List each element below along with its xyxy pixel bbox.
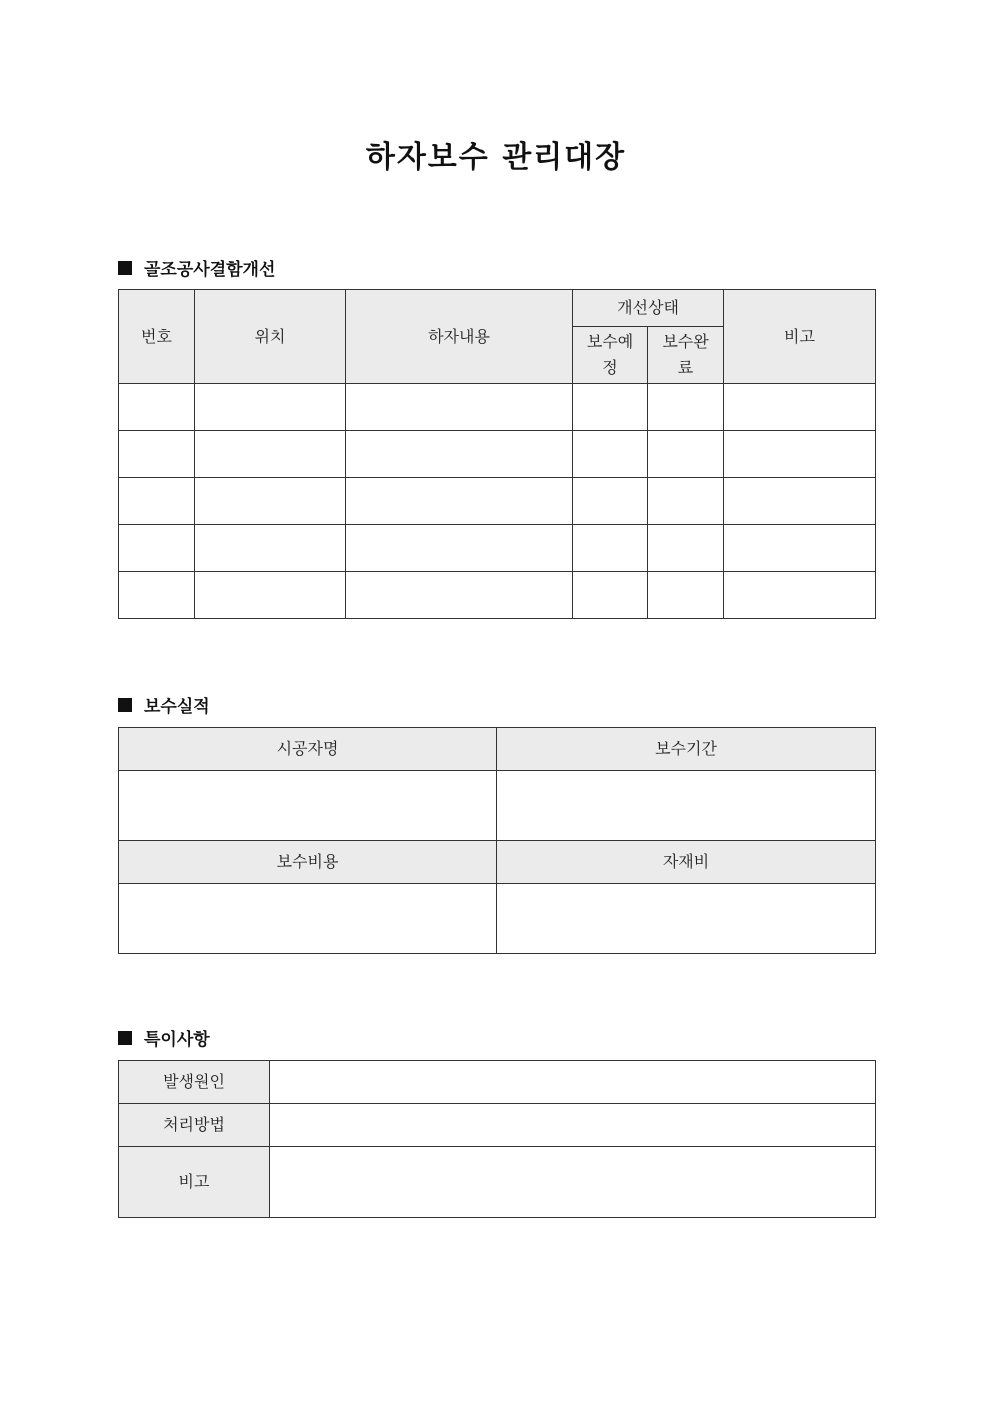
cell-defect-content[interactable] [346,525,573,572]
cell-repair-completed[interactable] [648,525,724,572]
header-improvement-status: 개선상태 [573,290,724,327]
table-row [119,572,876,619]
field-repair-cost[interactable] [119,884,497,954]
cell-remarks[interactable] [724,478,876,525]
bullet-square-icon [118,261,132,275]
special-notes-table [118,1060,876,1218]
cell-location[interactable] [195,384,346,431]
cell-remarks[interactable] [724,525,876,572]
cell-repair-planned[interactable] [573,525,648,572]
table-row [119,478,876,525]
cell-location[interactable] [195,572,346,619]
header-remarks: 비고 [724,290,876,384]
header-location: 위치 [195,290,346,384]
field-material-cost[interactable] [497,884,876,954]
bullet-square-icon [118,1031,132,1045]
bullet-square-icon [118,698,132,712]
cell-remarks[interactable] [724,384,876,431]
cell-repair-planned[interactable] [573,384,648,431]
cell-number[interactable] [119,431,195,478]
field-cause[interactable] [270,1061,876,1104]
section-heading-special-notes [118,1025,210,1050]
header-repair-planned: 보수예정 [573,327,648,384]
label-material-cost: 자재비 [497,841,876,884]
label-repair-period: 보수기간 [497,728,876,771]
header-number: 번호 [119,290,195,384]
label-treatment-method: 처리방법 [119,1104,270,1147]
cell-number[interactable] [119,572,195,619]
cell-repair-planned[interactable] [573,572,648,619]
section-heading-label: 보수실적 [144,697,210,717]
section-heading-repair-record [118,692,210,717]
cell-repair-planned[interactable] [573,478,648,525]
cell-repair-completed[interactable] [648,572,724,619]
defect-improvement-table [118,289,876,619]
section-heading-label: 특이사항 [144,1030,210,1050]
cell-number[interactable] [119,525,195,572]
document-title: 하자보수 관리대장 [365,140,627,175]
cell-repair-completed[interactable] [648,384,724,431]
header-repair-completed: 보수완료 [648,327,724,384]
cell-defect-content[interactable] [346,572,573,619]
cell-remarks[interactable] [724,431,876,478]
section-heading-label: 골조공사결함개선 [144,260,276,280]
cell-repair-completed[interactable] [648,431,724,478]
cell-location[interactable] [195,431,346,478]
header-defect-content: 하자내용 [346,290,573,384]
cell-repair-planned[interactable] [573,431,648,478]
table-row [119,384,876,431]
field-remarks[interactable] [270,1147,876,1218]
cell-defect-content[interactable] [346,384,573,431]
repair-record-table [118,727,876,954]
label-remarks: 비고 [119,1147,270,1218]
cell-remarks[interactable] [724,572,876,619]
cell-defect-content[interactable] [346,478,573,525]
cell-number[interactable] [119,384,195,431]
label-contractor-name: 시공자명 [119,728,497,771]
cell-number[interactable] [119,478,195,525]
table-row [119,431,876,478]
section-heading-defect-improvement [118,255,275,280]
field-treatment-method[interactable] [270,1104,876,1147]
cell-location[interactable] [195,478,346,525]
field-contractor-name[interactable] [119,771,497,841]
cell-repair-completed[interactable] [648,478,724,525]
label-repair-cost: 보수비용 [119,841,497,884]
table-row [119,525,876,572]
cell-location[interactable] [195,525,346,572]
cell-defect-content[interactable] [346,431,573,478]
field-repair-period[interactable] [497,771,876,841]
label-cause: 발생원인 [119,1061,270,1104]
